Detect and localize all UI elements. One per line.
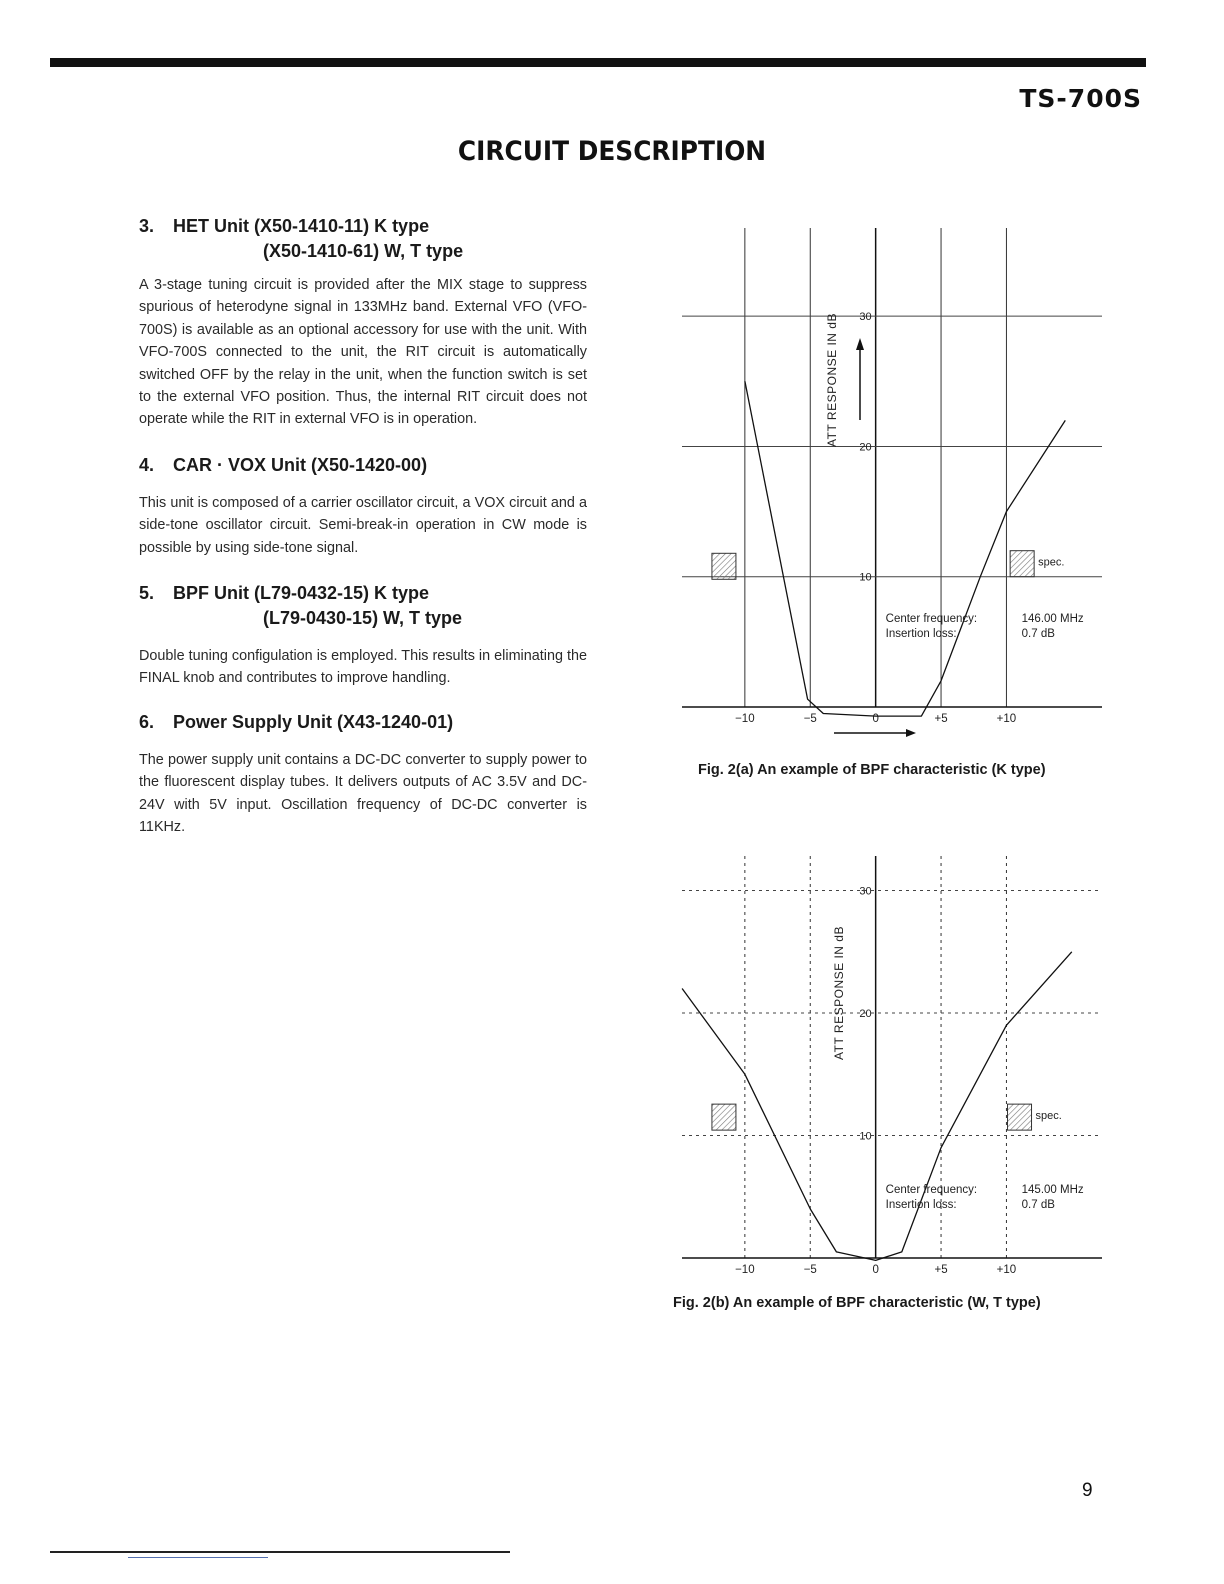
center-frequency-value: 145.00 MHz [1021,1184,1084,1196]
spec-mark [712,1104,736,1130]
section-heading: Power Supply Unit (X43-1240-01) [173,711,454,732]
y-tick-label: 10 [859,1130,872,1143]
insertion-loss-value: 0.7 dB [1021,628,1055,640]
x-tick-label: −10 [735,1264,755,1276]
x-tick-label: 0 [872,1264,879,1276]
insertion-loss-value: 0.7 dB [1021,1199,1055,1211]
section-title [139,581,587,606]
section-number: 3. [139,216,155,236]
spec-mark [712,553,736,579]
page-title: CIRCUIT DESCRIPTION [457,136,767,167]
section-number: 5. [139,583,155,604]
section-heading: HET Unit (X50-1410-11) K type [173,216,430,236]
spec-label: spec. [1038,556,1065,569]
section-power-supply-unit [139,710,587,839]
x-axis-arrowhead [906,729,916,737]
figure-caption-wt-type: Fig. 2(b) An example of BPF characteristic (W, T type) [673,1295,1041,1311]
x-tick-label: −5 [803,713,817,725]
x-tick-label: 0 [872,713,879,725]
section-car-vox-unit [139,453,587,559]
y-axis-arrowhead [856,338,864,350]
y-tick-label: 10 [859,571,872,584]
insertion-loss-label: Insertion loss: [885,628,957,640]
response-curve [745,381,1065,716]
x-tick-label: +10 [996,1264,1017,1276]
section-heading: CAR · VOX Unit (X50-1420-00) [173,454,428,475]
center-frequency-label: Center frequency: [885,1184,978,1196]
spec-label: spec. [1035,1110,1062,1123]
section-bpf-unit [139,581,587,690]
section-number: 6. [139,711,155,732]
y-tick-label: 20 [859,441,872,454]
y-axis-title: ATT RESPONSE IN dB [825,313,839,447]
text-column [139,214,587,859]
bpf-chart-wt-type [640,838,1120,1283]
x-tick-label: +5 [934,713,948,725]
insertion-loss-label: Insertion loss: [885,1199,957,1211]
center-frequency-label: Center frequency: [885,613,978,625]
y-tick-label: 30 [859,311,872,324]
spec-mark [1010,551,1034,577]
section-number: 4. [139,454,155,475]
x-tick-label: +5 [934,1264,948,1276]
figure-caption-k-type: Fig. 2(a) An example of BPF characteristic (K type) [698,762,1046,778]
bottom-rule-accent [128,1557,268,1558]
top-rule [50,58,1146,67]
x-tick-label: +10 [996,713,1017,725]
section-het-unit [139,214,587,431]
page-number: 9 [1082,1480,1093,1501]
x-tick-label: −5 [803,1264,817,1276]
y-tick-label: 30 [859,885,872,898]
bpf-chart-k-type-svg [640,220,1120,750]
bpf-chart-wt-type-svg [640,838,1120,1283]
section-heading: BPF Unit (L79-0432-15) K type [173,583,430,604]
y-axis-title: ATT RESPONSE IN dB [832,926,846,1060]
section-body: This unit is composed of a carrier oscillator circuit, a VOX circuit and a side-tone oscillator circuit. Semi-break-in operation in CW mode is possible by using side-tone signal. [139,494,587,556]
spec-mark [1008,1104,1032,1130]
model-tag: TS-700S [1019,84,1142,113]
section-title [139,710,587,735]
section-body: A 3-stage tuning circuit is provided after the MIX stage to suppress spurious of heterodyne signal in 133MHz band. External VFO (VFO-700S) is available as an optional accessory for use with the unit. With VFO-700S connected to the unit, the RIT circuit is automatically switched OFF by the relay in the unit, when the function switch is set to the external VFO position. Thus, the internal RIT circuit does not operate while the RIT in external VFO is in operation. [139,277,587,428]
x-tick-label: −10 [735,713,755,725]
section-title [139,453,587,478]
section-body: Double tuning configulation is employed. This results in eliminating the FINAL knob and contributes to improve handling. [139,648,587,687]
bottom-rule [50,1551,510,1553]
center-frequency-value: 146.00 MHz [1021,613,1084,625]
y-tick-label: 20 [859,1008,872,1020]
section-title [139,214,587,239]
bpf-chart-k-type [640,220,1120,750]
section-subtitle: (L79-0430-15) W, T type [263,608,463,629]
section-body: The power supply unit contains a DC-DC converter to supply power to the fluorescent display tubes. It delivers outputs of AC 3.5V and DC-24V with 5V input. Oscillation frequency of DC-DC converter is 11KHz. [139,751,587,836]
section-subtitle: (X50-1410-61) W, T type [263,241,464,261]
